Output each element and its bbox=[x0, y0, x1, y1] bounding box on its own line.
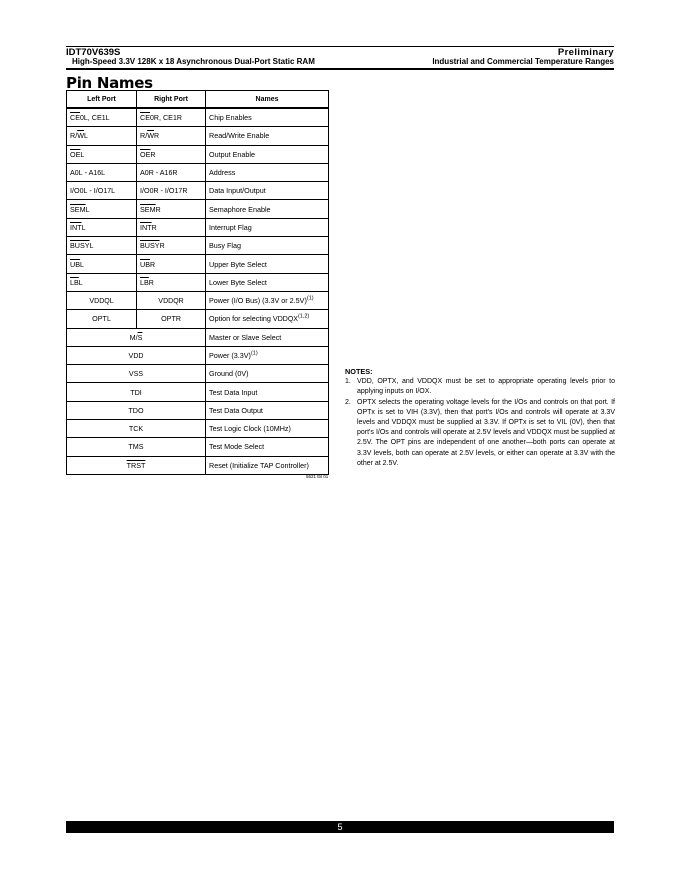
pin-names-table bbox=[66, 90, 329, 475]
pin-name: Busy Flag bbox=[206, 237, 329, 255]
table-row bbox=[67, 291, 329, 309]
table-row bbox=[67, 310, 329, 328]
table-row bbox=[67, 346, 329, 364]
right-port-cell: $\overline{INT}R$ bbox=[137, 218, 206, 236]
header-right-port: Right Port bbox=[137, 91, 206, 109]
left-port-cell: $\overline{INT}L$ bbox=[67, 218, 137, 236]
shared-pin-cell: $M/\overline{S}$ bbox=[67, 328, 206, 346]
pin-name: Interrupt Flag bbox=[206, 218, 329, 236]
shared-pin-cell: TDO bbox=[67, 401, 206, 419]
table-row bbox=[67, 328, 329, 346]
header-names: Names bbox=[206, 91, 329, 109]
shared-pin-cell: TRST bbox=[67, 456, 206, 474]
table-row bbox=[67, 420, 329, 438]
table-row bbox=[67, 273, 329, 291]
table-row bbox=[67, 145, 329, 163]
pin-name: Reset (Initialize TAP Controller) bbox=[206, 456, 329, 474]
table-row bbox=[67, 163, 329, 181]
table-row bbox=[67, 182, 329, 200]
left-port-cell: $\overline{OE}L$ bbox=[67, 145, 137, 163]
table-row bbox=[67, 237, 329, 255]
pin-name: Lower Byte Select bbox=[206, 273, 329, 291]
table-row bbox=[67, 200, 329, 218]
right-port-cell: $\overline{OE}R$ bbox=[137, 145, 206, 163]
pin-name: Semaphore Enable bbox=[206, 200, 329, 218]
table-row bbox=[67, 365, 329, 383]
shared-pin-cell: TCK bbox=[67, 420, 206, 438]
table-row bbox=[67, 127, 329, 145]
section-title: Pin Names bbox=[66, 74, 153, 92]
footnote-ref: (1,2) bbox=[297, 314, 310, 321]
pin-name: Chip Enables bbox=[206, 108, 329, 127]
pin-name: Test Data Output bbox=[206, 401, 329, 419]
table-row bbox=[67, 218, 329, 236]
note-item: 1. VDD, OPTX, and VDDQX must be set to appropriate operating levels prior to applying inputs on I/OX. bbox=[345, 378, 615, 396]
left-port-cell: $R/\overline{W}L$ bbox=[67, 127, 137, 145]
right-port-cell: $\overline{CE}0R$, CE1R bbox=[137, 108, 206, 127]
pin-name-cell bbox=[206, 346, 329, 364]
left-port-cell: $\overline{CE}0L$, CE1L bbox=[67, 108, 137, 127]
right-port-cell: $\overline{UB}R$ bbox=[137, 255, 206, 273]
shared-pin-cell: TMS bbox=[67, 438, 206, 456]
footnote-ref: (1) bbox=[250, 350, 258, 357]
pin-name: Option for selecting V bbox=[209, 314, 278, 324]
left-port-cell: $\overline{UB}L$ bbox=[67, 255, 137, 273]
header-left-port: Left Port bbox=[67, 91, 137, 109]
right-port-cell: $\overline{LB}R$ bbox=[137, 273, 206, 291]
pin-name: Master or Slave Select bbox=[206, 328, 329, 346]
pin-name: Upper Byte Select bbox=[206, 255, 329, 273]
shared-pin-cell: VSS bbox=[67, 365, 206, 383]
table-row bbox=[67, 438, 329, 456]
pin-name: Test Mode Select bbox=[206, 438, 329, 456]
note-item: 2. OPTX selects the operating voltage levels for the I/Os and controls on that port. If OPTx is set to VIH (3.3V), then that port's I/Os and controls will operate at 3.3V levels and VDDQX must be supplied at 3.3V. If OPTx is set to VIL (0V), then that port's I/Os and controls will operate at 2.5V levels and VDDQX must be supplied at 2.5V. The OPT pins are independent of one another—both ports can operate at 3.3V levels, both can operate at 2.5V levels, or either can operate at 3.3V with the other at 2.5V. bbox=[345, 398, 615, 467]
right-port-cell: VDDQR bbox=[137, 291, 206, 309]
right-port-cell: $\overline{SEM}R$ bbox=[137, 200, 206, 218]
left-port-cell: A0L - A16L bbox=[67, 163, 137, 181]
notes-title: NOTES: bbox=[345, 367, 373, 376]
table-row bbox=[67, 456, 329, 474]
document-status: Preliminary bbox=[557, 47, 614, 58]
notes-block bbox=[345, 367, 615, 469]
right-port-cell: OPTR bbox=[137, 310, 206, 328]
left-port-cell: $\overline{SEM}L$ bbox=[67, 200, 137, 218]
page-footer bbox=[66, 821, 614, 833]
left-port-cell: $\overline{LB}L$ bbox=[67, 273, 137, 291]
table-row bbox=[67, 108, 329, 127]
footnote-ref: (1) bbox=[306, 295, 314, 302]
pin-name: Test Logic Clock (10MHz) bbox=[206, 420, 329, 438]
table-row bbox=[67, 401, 329, 419]
pin-name-cell bbox=[206, 291, 329, 309]
right-port-cell: I/O0R - I/O17R bbox=[137, 182, 206, 200]
right-port-cell: BUSYR bbox=[137, 237, 206, 255]
pin-name: Test Data Input bbox=[206, 383, 329, 401]
right-port-cell: $R/\overline{W}R$ bbox=[137, 127, 206, 145]
left-port-cell: I/O0L - I/O17L bbox=[67, 182, 137, 200]
pin-name: Ground (0V) bbox=[206, 365, 329, 383]
pin-name: Power (3.3V) bbox=[209, 351, 251, 360]
left-port-cell: VDDQL bbox=[67, 291, 137, 309]
left-port-cell: OPTL bbox=[67, 310, 137, 328]
table-header-row bbox=[67, 91, 329, 109]
header-top-rule bbox=[66, 46, 614, 57]
shared-pin-cell: VDD bbox=[67, 346, 206, 364]
pin-name: Power (I/O Bus) (3.3V or 2.5V) bbox=[209, 296, 307, 306]
shared-pin-cell: TDI bbox=[67, 383, 206, 401]
pin-name: Data Input/Output bbox=[206, 182, 329, 200]
pin-name: Read/Write Enable bbox=[206, 127, 329, 145]
pin-name: Address bbox=[206, 163, 329, 181]
device-subtitle: High-Speed 3.3V 128K x 18 Asynchronous Dual-Port Static RAM bbox=[72, 57, 315, 66]
pin-name-cell: Option for selecting VDDQX$^{(1,2)}$ bbox=[206, 310, 329, 328]
pin-name: Output Enable bbox=[206, 145, 329, 163]
page-number: 5 bbox=[337, 822, 343, 832]
temperature-range: Industrial and Commercial Temperature Ranges bbox=[432, 57, 614, 66]
table-row bbox=[67, 255, 329, 273]
page-header bbox=[66, 46, 614, 70]
right-port-cell: A0R - A16R bbox=[137, 163, 206, 181]
part-number: IDT70V639S bbox=[66, 47, 121, 58]
table-row bbox=[67, 383, 329, 401]
left-port-cell: BUSYL bbox=[67, 237, 137, 255]
table-code: 5621 tbl 01 bbox=[306, 474, 329, 479]
